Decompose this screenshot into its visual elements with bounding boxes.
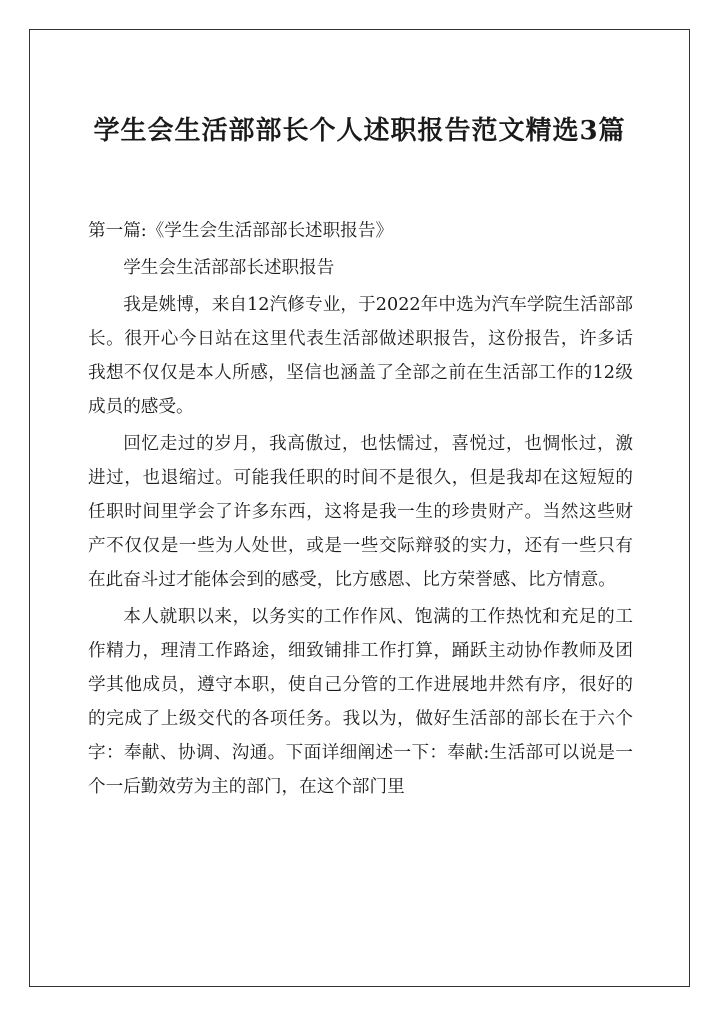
document-title: 学生会生活部部长个人述职报告范文精选3篇 — [93, 116, 626, 146]
body-paragraph-3: 本人就职以来，以务实的工作作风、饱满的工作热忱和充足的工作精力，理清工作路途，细致铺排工作打算，踊跃主动协作教师及团学其他成员，遵守本职，使自己分管的工作进展地井然有序，很好的的完成了上级交代的各项任务。我以为，做好生活部的部长在于六个字：奉献、协调、沟通。下面详细阐述一下：奉献:生活部可以说是一个一后勤效劳为主的部门，在这个部门里 — [88, 607, 633, 797]
document-body — [88, 214, 633, 804]
body-paragraph-2: 回忆走过的岁月，我高傲过，也怯懦过，喜悦过，也惆怅过，激进过，也退缩过。可能我任职的时间不是很久，但是我却在这短短的任职时间里学会了许多东西，这将是我一生的珍贵财产。当然这些财产不仅仅是一些为人处世，或是一些交际辩驳的实力，还有一些只有在此奋斗过才能体会到的感受，比方感恩、比方荣誉感、比方情意。 — [88, 434, 633, 590]
report-subtitle: 学生会生活部部长述职报告 — [123, 258, 335, 278]
section-heading: 第一篇:《学生会生活部部长述职报告》 — [88, 221, 394, 241]
body-paragraph-1: 我是姚博，来自12汽修专业，于2022年中选为汽车学院生活部部长。很开心今日站在这里代表生活部做述职报告，这份报告，许多话我想不仅仅是本人所感，坚信也涵盖了全部之前在生活部工作的12级成员的感受。 — [88, 295, 633, 417]
